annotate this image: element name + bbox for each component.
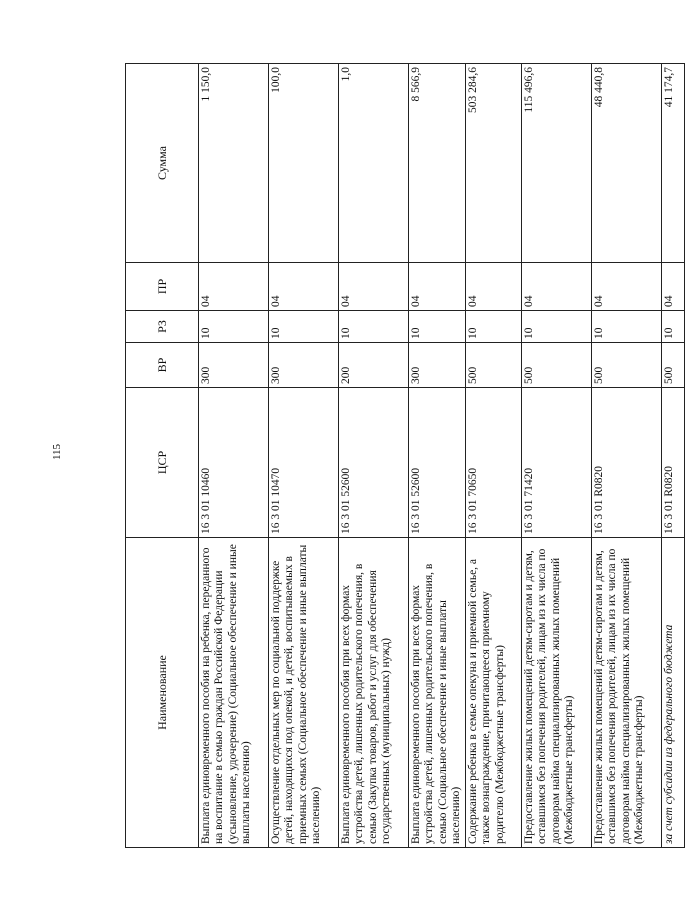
- header-name: Наименование: [126, 538, 199, 848]
- row-csr-code: 16 3 01 52600: [409, 388, 466, 538]
- row-rz-code: 10: [465, 311, 521, 343]
- budget-table: [125, 63, 685, 848]
- row-amount: 8 566,9: [409, 64, 466, 263]
- row-vr-code: 200: [339, 343, 409, 388]
- row-amount: 48 440,8: [591, 64, 661, 263]
- row-rz-code: 10: [661, 311, 684, 343]
- header-csr: ЦСР: [126, 388, 199, 538]
- table-row: [661, 64, 684, 848]
- row-rz-code: 10: [269, 311, 339, 343]
- row-vr-code: 300: [199, 343, 269, 388]
- row-pr-code: 04: [269, 263, 339, 311]
- row-name: Осуществление отдельных мер по социальной поддержке детей, находящихся под опекой, и детей, воспитываемых в приемных семьях (Социальное обеспечение и иные выплаты населению): [269, 538, 339, 848]
- row-name: за счет субсидии из федерального бюджета: [661, 538, 684, 848]
- row-amount: 1 150,0: [199, 64, 269, 263]
- row-name: Содержание ребенка в семье опекуна и приемной семье, а также вознаграждение, причитающееся приемному родителю (Межбюджетные трансферты): [465, 538, 521, 848]
- row-pr-code: 04: [409, 263, 466, 311]
- header-amount: Сумма: [126, 64, 199, 263]
- row-amount: 100,0: [269, 64, 339, 263]
- row-vr-code: 300: [269, 343, 339, 388]
- row-amount: 41 174,7: [661, 64, 684, 263]
- page-number: 115: [51, 443, 63, 461]
- row-rz-code: 10: [339, 311, 409, 343]
- table-header-row: [126, 64, 199, 848]
- row-name: Предоставление жилых помещений детям-сиротам и детям, оставшимся без попечения родителей, лицам из их числа по договорам найма специализированных жилых помещений (Межбюджетные трансферты): [521, 538, 591, 848]
- rotated-table-container: [125, 64, 675, 848]
- header-vr: ВР: [126, 343, 199, 388]
- table-row: [591, 64, 661, 848]
- row-vr-code: 500: [661, 343, 684, 388]
- row-amount: 115 496,6: [521, 64, 591, 263]
- row-pr-code: 04: [661, 263, 684, 311]
- row-amount: 503 284,6: [465, 64, 521, 263]
- row-name: Выплата единовременного пособия при всех формах устройства детей, лишенных родительского попечения, в семью (Социальное обеспечение и иные выплаты населению): [409, 538, 466, 848]
- table-row: [409, 64, 466, 848]
- header-rz: РЗ: [126, 311, 199, 343]
- row-csr-code: 16 3 01 R0820: [591, 388, 661, 538]
- row-rz-code: 10: [199, 311, 269, 343]
- row-csr-code: 16 3 01 R0820: [661, 388, 684, 538]
- row-pr-code: 04: [521, 263, 591, 311]
- row-name: Выплата единовременного пособия на ребенка, переданного на воспитание в семью граждан Российской Федерации (усыновление, удочерение) (Социальное обеспечение и иные выплаты населению): [199, 538, 269, 848]
- row-pr-code: 04: [339, 263, 409, 311]
- row-vr-code: 500: [465, 343, 521, 388]
- row-vr-code: 500: [521, 343, 591, 388]
- header-pr: ПР: [126, 263, 199, 311]
- row-rz-code: 10: [409, 311, 466, 343]
- row-amount: 1,0: [339, 64, 409, 263]
- row-rz-code: 10: [521, 311, 591, 343]
- table-body: [199, 64, 685, 848]
- row-csr-code: 16 3 01 10470: [269, 388, 339, 538]
- table-row: [269, 64, 339, 848]
- row-rz-code: 10: [591, 311, 661, 343]
- table-row: [465, 64, 521, 848]
- row-pr-code: 04: [199, 263, 269, 311]
- row-csr-code: 16 3 01 71420: [521, 388, 591, 538]
- table-row: [521, 64, 591, 848]
- row-csr-code: 16 3 01 52600: [339, 388, 409, 538]
- table-row: [199, 64, 269, 848]
- row-pr-code: 04: [465, 263, 521, 311]
- row-name: Выплата единовременного пособия при всех формах устройства детей, лишенных родительского попечения, в семью (Закупка товаров, работ и услуг для обеспечения государственных (муниципальных) нужд): [339, 538, 409, 848]
- row-pr-code: 04: [591, 263, 661, 311]
- table-row: [339, 64, 409, 848]
- row-vr-code: 500: [591, 343, 661, 388]
- row-vr-code: 300: [409, 343, 466, 388]
- row-name: Предоставление жилых помещений детям-сиротам и детям, оставшимся без попечения родителей, лицам из их числа по договорам найма специализированных жилых помещений (Межбюджетные трансферты): [591, 538, 661, 848]
- row-csr-code: 16 3 01 70650: [465, 388, 521, 538]
- row-csr-code: 16 3 01 10460: [199, 388, 269, 538]
